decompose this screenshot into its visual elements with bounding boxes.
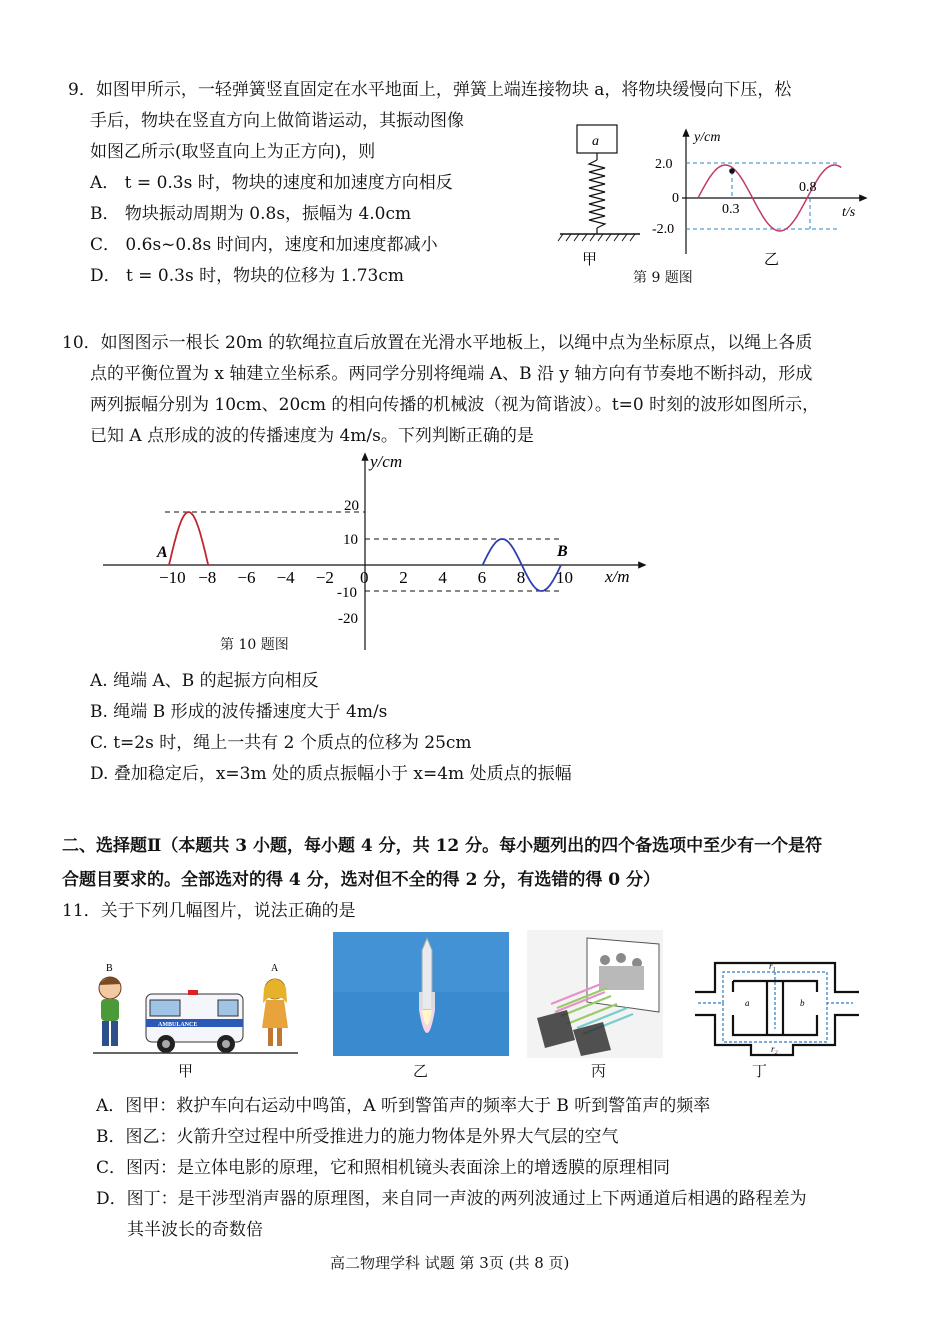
y-tick-top: 2.0: [655, 157, 673, 172]
q11-stem: 11．关于下列几幅图片，说法正确的是: [62, 901, 356, 921]
x-tick-label: 0: [360, 568, 369, 587]
x-tick-label: −2: [315, 568, 334, 587]
y-tick-10: 10: [343, 532, 358, 548]
q9-spring-figure: [555, 120, 650, 270]
a-label: a: [745, 998, 750, 1008]
q9-figure-caption: 第 9 题图: [633, 270, 693, 286]
kid-b-body: [101, 999, 119, 1021]
kid-b-label: B: [106, 963, 113, 974]
block-a-label: a: [592, 134, 599, 149]
x-tick-label: −4: [276, 568, 295, 587]
q11-label-yi: 乙: [413, 1062, 429, 1080]
q9-option-d: D． t = 0.3s 时，物块的位移为 1.73cm: [90, 266, 404, 286]
pipe-walls: [695, 963, 859, 1055]
q11-image-ambulance: [88, 958, 303, 1058]
q9-line1: 9．如图甲所示，一轻弹簧竖直固定在水平地面上，弹簧上端连接物块 a，将物块缓慢向下压，松: [68, 80, 792, 100]
jia-label: 甲: [582, 252, 598, 268]
q10-option-c: C. t=2s 时，绳上一共有 2 个质点的位移为 25cm: [90, 733, 472, 753]
point-a-label: A: [157, 544, 168, 561]
q11-option-d: D．图丁：是干涉型消声器的原理图，来自同一声波的两列波通过上下两通道后相遇的路程差为: [96, 1189, 807, 1209]
x-tick-label: 6: [477, 568, 487, 587]
page-footer: 高二物理学科 试题 第 3页 (共 8 页): [330, 1254, 570, 1272]
t1-label: 0.3: [722, 202, 740, 217]
kid-a-label: A: [271, 963, 279, 974]
y-axis-label: y/cm: [694, 130, 721, 145]
q11-image-3d-cinema: [527, 930, 663, 1058]
q11-option-d-cont: 其半波长的奇数倍: [127, 1220, 263, 1240]
x-tick-label: −8: [198, 568, 217, 587]
r1-label: r₁: [769, 961, 776, 971]
q11-option-c: C．图丙：是立体电影的原理，它和照相机镜头表面涂上的增透膜的原理相同: [96, 1158, 671, 1178]
x-tick-label: 2: [399, 568, 408, 587]
q11-option-b: B．图乙：火箭升空过程中所受推进力的施力物体是外界大气层的空气: [96, 1127, 619, 1147]
q10-option-d: D. 叠加稳定后，x=3m 处的质点振幅小于 x=4m 处质点的振幅: [90, 764, 572, 784]
y-tick-bottom: -2.0: [652, 222, 675, 237]
x-tick-label: 10: [556, 568, 573, 587]
x-axis-label: t/s: [842, 205, 856, 220]
x-tick-labels: [159, 568, 573, 587]
x-tick-label: −10: [159, 568, 186, 587]
section2-heading-line2: 合题目要求的。全部选对的得 4 分，选对但不全的得 2 分，有选错的得 0 分）: [62, 870, 660, 890]
x-tick-label: 8: [516, 568, 526, 587]
x-tick-label: −6: [237, 568, 256, 587]
q11-label-ding: 丁: [752, 1062, 768, 1080]
q9-option-c: C． 0.6s~0.8s 时间内，速度和加速度都减小: [90, 235, 438, 255]
q10-figure-caption: 第 10 题图: [220, 637, 289, 653]
path-arrows: [698, 972, 853, 1042]
q10-line2: 点的平衡位置为 x 轴建立坐标系。两同学分别将绳端 A、B 沿 y 轴方向有节奏地不断抖动，形成: [90, 364, 813, 384]
q10-option-a: A. 绳端 A、B 的起振方向相反: [90, 671, 319, 691]
kid-a-dress: [262, 1000, 288, 1028]
q11-image-silencer: [693, 955, 863, 1060]
b-label: b: [800, 998, 805, 1008]
x-axis-label: x/m: [605, 567, 630, 586]
x-tick-label: 4: [438, 568, 447, 587]
ambulance-text: AMBULANCE: [158, 1022, 198, 1028]
y-tick-20: 20: [344, 498, 359, 514]
y-axis-label: y/cm: [370, 452, 403, 471]
y-tick-neg10: -10: [337, 585, 357, 601]
rocket-body: [422, 938, 432, 1010]
q9-option-a: A． t = 0.3s 时，物块的速度和加速度方向相反: [90, 173, 453, 193]
q9-vibration-graph: [652, 124, 872, 269]
r2-label: r₂: [771, 1044, 778, 1054]
q10-line1: 10．如图图示一根长 20m 的软绳拉直后放置在光滑水平地板上，以绳中点为坐标原点，以绳上各质: [62, 333, 813, 353]
section2-heading-line1: 二、选择题Ⅱ（本题共 3 小题，每小题 4 分，共 12 分。每小题列出的四个备选项中至少有一个是符: [62, 836, 823, 856]
q9-option-b: B． 物块振动周期为 0.8s，振幅为 4.0cm: [90, 204, 412, 224]
q11-label-jia: 甲: [178, 1062, 194, 1080]
q9-line2: 手后，物块在竖直方向上做简谐运动，其振动图像: [90, 111, 464, 131]
q9-line3: 如图乙所示(取竖直向上为正方向)，则: [90, 142, 376, 162]
siren: [188, 990, 198, 995]
y-tick-zero: 0: [672, 191, 679, 206]
q10-line4: 已知 A 点形成的波的传播速度为 4m/s。下列判断正确的是: [90, 426, 534, 446]
point-t1: [729, 168, 735, 174]
spring-coil: [589, 160, 605, 228]
yi-label: 乙: [764, 252, 780, 268]
point-b-label: B: [557, 543, 568, 560]
q11-option-a: A．图甲：救护车向右运动中鸣笛，A 听到警笛声的频率大于 B 听到警笛声的频率: [96, 1096, 711, 1116]
q11-label-bing: 丙: [591, 1062, 607, 1080]
y-tick-neg20: -20: [338, 611, 358, 627]
wave-a: [169, 512, 208, 565]
q10-line3: 两列振幅分别为 10cm、20cm 的相向传播的机械波（视为简谐波）。t=0 时刻的波形如图所示，: [90, 395, 820, 415]
q11-image-rocket: [333, 932, 509, 1056]
q10-wave-graph: [95, 450, 655, 655]
t2-label: 0.8: [799, 180, 817, 195]
q10-option-b: B. 绳端 B 形成的波传播速度大于 4m/s: [90, 702, 388, 722]
